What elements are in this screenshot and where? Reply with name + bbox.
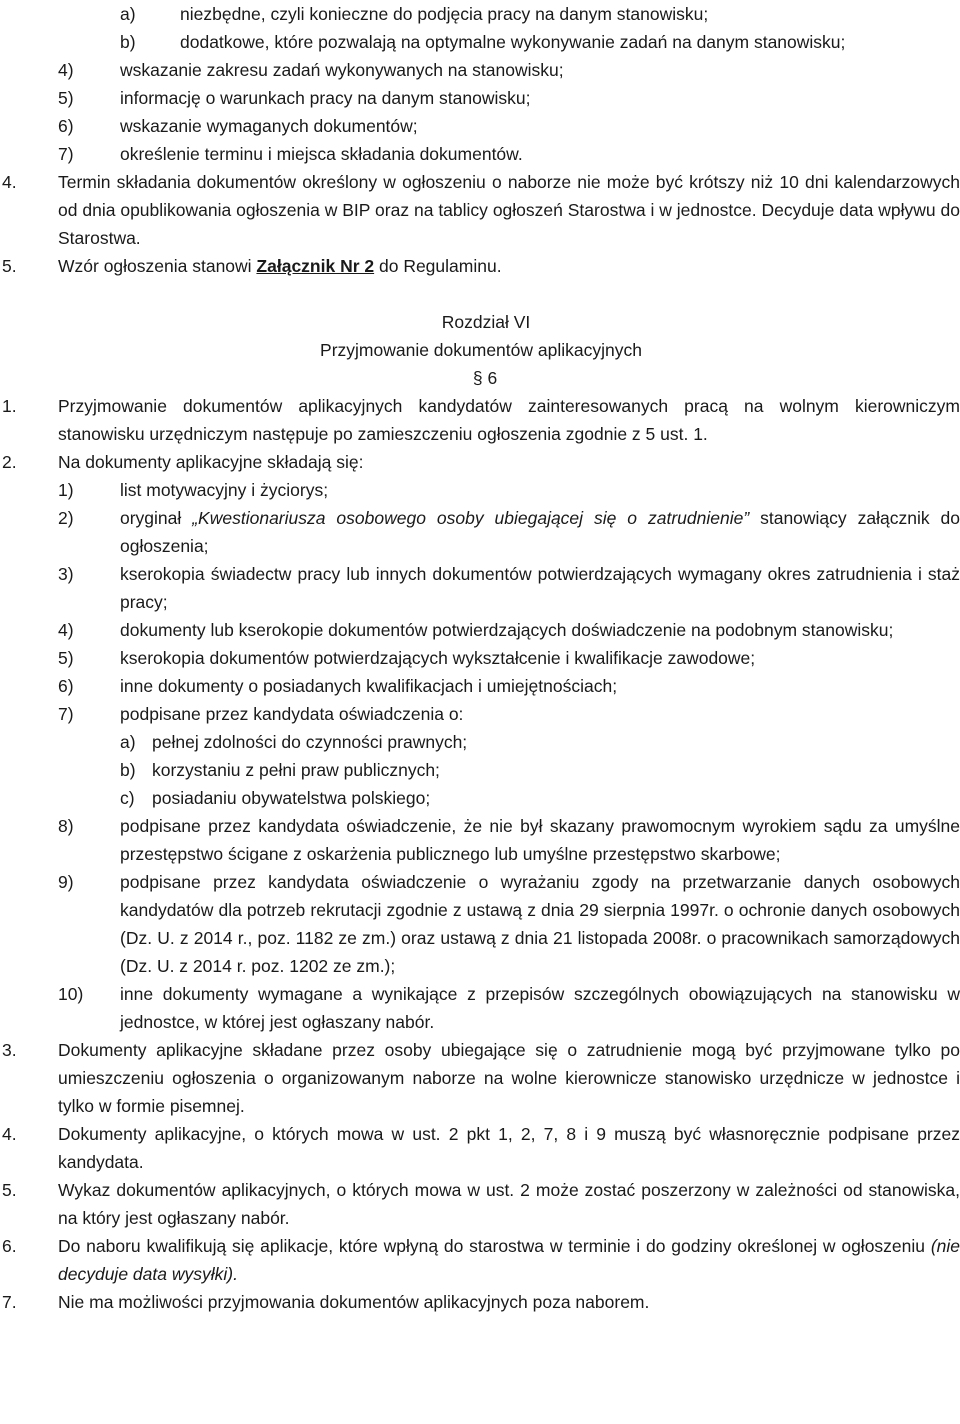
item-text: korzystaniu z pełni praw publicznych;	[152, 760, 440, 780]
sub-list-item	[2, 756, 960, 784]
paragraph-number: 7.	[2, 1292, 17, 1312]
item-number: 7)	[58, 144, 74, 164]
paragraph-text: Termin składania dokumentów określony w ogłoszeniu o naborze nie może być krótszy niż 10 dni kalendarzowych od dnia opublikowania ogłoszenia w BIP oraz na tablicy ogłoszeń Starostwa i w jednostce. Decyduje data wpływu do Starostwa.	[58, 172, 960, 248]
item-number: 4)	[58, 620, 74, 640]
item-text: inne dokumenty o posiadanych kwalifikacjach i umiejętnościach;	[120, 676, 618, 696]
paragraph-text: Nie ma możliwości przyjmowania dokumentów aplikacyjnych poza naborem.	[58, 1292, 650, 1312]
item-text: podpisane przez kandydata oświadczenie o wyrażaniu zgody na przetwarzanie danych osobowych kandydatów dla potrzeb rekrutacji zgodnie z ustawą z dnia 29 sierpnia 1997r. o ochronie danych osobowych (Dz. U. z 2014 r., poz. 1182 ze zm.) oraz ustawą z dnia 21 listopada 2008r. o pracownikach samorządowych (Dz. U. z 2014 r. poz. 1202 ze zm.);	[120, 872, 960, 976]
section-value: 6	[487, 368, 498, 388]
item-number: 10)	[58, 984, 84, 1004]
attachment-reference: Załącznik Nr 2	[256, 256, 375, 276]
list-item	[2, 140, 960, 168]
item-text: list motywacyjny i życiorys;	[120, 480, 329, 500]
paragraph-number: 5.	[2, 1180, 17, 1200]
item-number: 6)	[58, 676, 74, 696]
paragraph	[2, 392, 960, 448]
list-item	[2, 672, 960, 700]
item-number: 5)	[58, 648, 74, 668]
item-text: niezbędne, czyli konieczne do podjęcia pracy na danym stanowisku;	[180, 4, 709, 24]
paragraph-text	[58, 1232, 960, 1288]
list-item	[2, 504, 960, 560]
item-text: dokumenty lub kserokopie dokumentów potwierdzających doświadczenie na podobnym stanowisku;	[120, 620, 894, 640]
chapter-heading	[2, 308, 960, 392]
list-item	[2, 700, 960, 728]
item-number: a)	[120, 4, 136, 24]
item-text: podpisane przez kandydata oświadczenie, że nie był skazany prawomocnym wyrokiem sądu za umyślne przestępstwo ścigane z oskarżenia publicznego lub umyślne przestępstwo skarbowe;	[120, 816, 960, 864]
section-sign: §	[472, 368, 483, 388]
item-text: informację o warunkach pracy na danym stanowisku;	[120, 88, 531, 108]
paragraph-number: 6.	[2, 1236, 17, 1256]
item-number: 6)	[58, 116, 74, 136]
item-number: a)	[120, 732, 136, 752]
list-item	[2, 112, 960, 140]
item-text: kserokopia świadectw pracy lub innych dokumentów potwierdzających wymagany okres zatrudnienia i staż pracy;	[120, 564, 960, 612]
paragraph-number: 1.	[2, 396, 17, 416]
paragraph-number: 2.	[2, 452, 17, 472]
paragraph-text: Dokumenty aplikacyjne, o których mowa w ust. 2 pkt 1, 2, 7, 8 i 9 muszą być własnoręcznie podpisane przez kandydata.	[58, 1124, 960, 1172]
list-item	[2, 616, 960, 644]
item-text: wskazanie zakresu zadań wykonywanych na stanowisku;	[120, 60, 564, 80]
item-number: 4)	[58, 60, 74, 80]
list-item	[2, 56, 960, 84]
item-text: podpisane przez kandydata oświadczenia o:	[120, 704, 464, 724]
chapter-title: Rozdział VI	[441, 312, 531, 332]
paragraph	[2, 1288, 960, 1316]
item-text: inne dokumenty wymagane a wynikające z przepisów szczególnych obowiązujących na stanowisku w jednostce, w której jest ogłaszany nabór.	[120, 984, 960, 1032]
paragraph	[2, 448, 960, 476]
paragraph-number: 5.	[2, 256, 17, 276]
list-item	[2, 980, 960, 1036]
item-text: określenie terminu i miejsca składania dokumentów.	[120, 144, 523, 164]
item-number: 1)	[58, 480, 74, 500]
list-item	[2, 84, 960, 112]
paragraph	[2, 168, 960, 252]
paragraph	[2, 252, 960, 280]
list-item	[2, 868, 960, 980]
paragraph-text: Dokumenty aplikacyjne składane przez osoby ubiegające się o zatrudnienie mogą być przyjmowane tylko po umieszczeniu ogłoszenia o organizowanym naborze na wolne kierownicze stanowisko urzędnicze w jednostce i tylko w formie pisemnej.	[58, 1040, 960, 1116]
paragraph	[2, 1036, 960, 1120]
text-run: Do naboru kwalifikują się aplikacje, które wpłyną do starostwa w terminie i do godziny określonej w ogłoszeniu	[58, 1236, 931, 1256]
paragraph	[2, 1176, 960, 1232]
item-text: wskazanie wymaganych dokumentów;	[120, 116, 418, 136]
sub-list-item	[2, 728, 960, 756]
sub-list-item	[2, 784, 960, 812]
text-run: oryginał	[120, 508, 193, 528]
list-item	[2, 560, 960, 616]
list-item	[2, 28, 960, 56]
item-number: 9)	[58, 872, 74, 892]
list-item	[2, 0, 960, 28]
item-number: b)	[120, 32, 136, 52]
item-number: c)	[120, 788, 135, 808]
item-number: 5)	[58, 88, 74, 108]
item-text: posiadaniu obywatelstwa polskiego;	[152, 788, 431, 808]
item-text	[120, 504, 960, 560]
item-text: kserokopia dokumentów potwierdzających wykształcenie i kwalifikacje zawodowe;	[120, 648, 756, 668]
item-number: 8)	[58, 816, 74, 836]
text-run: Wzór ogłoszenia stanowi	[58, 256, 257, 276]
paragraph-text	[58, 252, 960, 280]
item-number: 2)	[58, 508, 74, 528]
note-italic: (nie decyduje data wysyłki).	[58, 1236, 960, 1284]
paragraph-number: 4.	[2, 172, 17, 192]
item-number: 3)	[58, 564, 74, 584]
section-number	[2, 364, 960, 392]
form-title: „Kwestionariusza osobowego osoby ubiegającej się o zatrudnienie”	[192, 508, 750, 528]
list-item	[2, 644, 960, 672]
paragraph-number: 3.	[2, 1040, 17, 1060]
paragraph-text: Na dokumenty aplikacyjne składają się:	[58, 452, 364, 472]
item-number: 7)	[58, 704, 74, 724]
list-item	[2, 812, 960, 868]
item-text: dodatkowe, które pozwalają na optymalne wykonywanie zadań na danym stanowisku;	[180, 32, 846, 52]
list-item	[2, 476, 960, 504]
chapter-subtitle: Przyjmowanie dokumentów aplikacyjnych	[320, 340, 642, 360]
paragraph	[2, 1232, 960, 1288]
text-run: do Regulaminu.	[374, 256, 502, 276]
paragraph-text: Przyjmowanie dokumentów aplikacyjnych kandydatów zainteresowanych pracą na wolnym kierowniczym stanowisku urzędniczym następuje po zamieszczeniu ogłoszenia zgodnie z 5 ust. 1.	[58, 396, 960, 444]
paragraph-text: Wykaz dokumentów aplikacyjnych, o których mowa w ust. 2 może zostać poszerzony w zależności od stanowiska, na który jest ogłaszany nabór.	[58, 1180, 960, 1228]
item-number: b)	[120, 760, 136, 780]
item-text: pełnej zdolności do czynności prawnych;	[152, 732, 468, 752]
text-run: stanowiący załącznik do ogłoszenia;	[120, 508, 960, 556]
paragraph	[2, 1120, 960, 1176]
paragraph-number: 4.	[2, 1124, 17, 1144]
